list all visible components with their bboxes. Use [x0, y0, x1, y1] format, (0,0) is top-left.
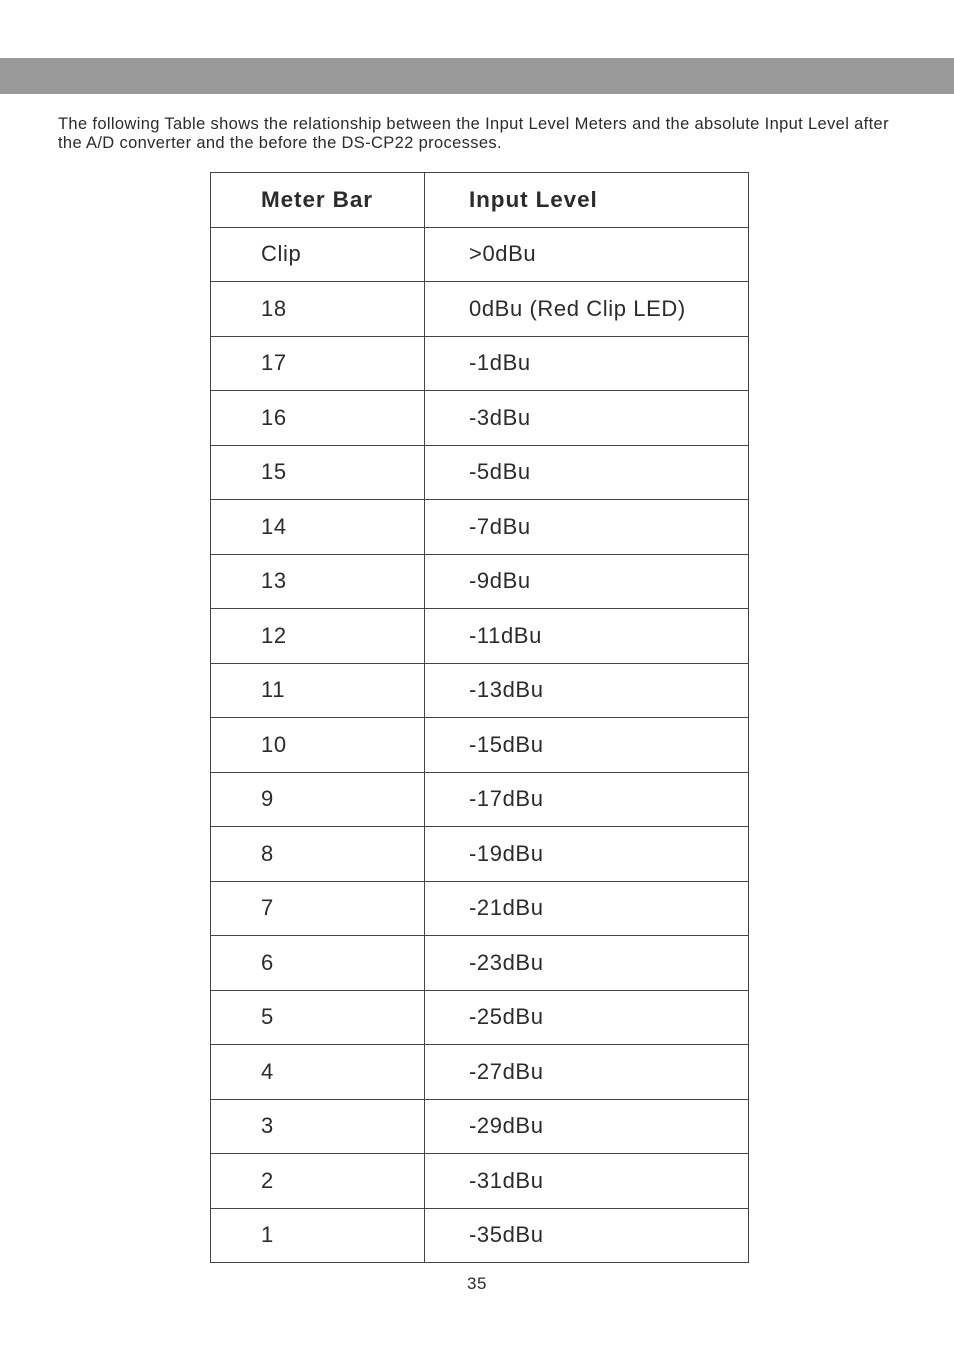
intro-paragraph: The following Table shows the relationship between the Input Level Meters and the absolute Input Level after the A/D converter and the before the DS-CP22 processes. — [58, 115, 889, 152]
meter-bar-cell: 2 — [211, 1154, 425, 1209]
table-header-row — [211, 173, 749, 228]
table-row — [211, 827, 749, 882]
meter-bar-cell: 1 — [211, 1208, 425, 1263]
input-level-cell: >0dBu — [425, 227, 749, 282]
input-level-cell: -1dBu — [425, 336, 749, 391]
meter-bar-cell: 5 — [211, 990, 425, 1045]
table-row — [211, 936, 749, 991]
meter-bar-cell: 16 — [211, 391, 425, 446]
input-level-cell: -9dBu — [425, 554, 749, 609]
meter-bar-cell: 11 — [211, 663, 425, 718]
meter-bar-cell: 7 — [211, 881, 425, 936]
table-row — [211, 227, 749, 282]
input-level-cell: -19dBu — [425, 827, 749, 882]
meter-bar-cell: 6 — [211, 936, 425, 991]
table-row — [211, 1208, 749, 1263]
table-row — [211, 554, 749, 609]
header-meter-bar: Meter Bar — [211, 173, 425, 228]
input-level-cell: -11dBu — [425, 609, 749, 664]
page-number: 35 — [467, 1274, 487, 1293]
table-row — [211, 500, 749, 555]
input-level-cell: -35dBu — [425, 1208, 749, 1263]
table-row — [211, 1045, 749, 1100]
meter-bar-cell: 14 — [211, 500, 425, 555]
meter-bar-cell: 12 — [211, 609, 425, 664]
input-level-cell: -3dBu — [425, 391, 749, 446]
input-level-cell: -15dBu — [425, 718, 749, 773]
input-level-cell: -27dBu — [425, 1045, 749, 1100]
meter-bar-cell: 17 — [211, 336, 425, 391]
meter-level-table — [210, 172, 749, 1263]
table-row — [211, 391, 749, 446]
meter-bar-cell: 15 — [211, 445, 425, 500]
header-input-level: Input Level — [425, 173, 749, 228]
input-level-cell: -23dBu — [425, 936, 749, 991]
meter-bar-cell: 8 — [211, 827, 425, 882]
meter-bar-cell: Clip — [211, 227, 425, 282]
input-level-cell: -13dBu — [425, 663, 749, 718]
table-row — [211, 663, 749, 718]
table-row — [211, 336, 749, 391]
input-level-cell: 0dBu (Red Clip LED) — [425, 282, 749, 337]
table-row — [211, 609, 749, 664]
input-level-cell: -21dBu — [425, 881, 749, 936]
meter-bar-cell: 10 — [211, 718, 425, 773]
input-level-cell: -29dBu — [425, 1099, 749, 1154]
table-row — [211, 718, 749, 773]
input-level-cell: -25dBu — [425, 990, 749, 1045]
table-row — [211, 772, 749, 827]
input-level-cell: -17dBu — [425, 772, 749, 827]
table-body — [211, 227, 749, 1263]
table-row — [211, 282, 749, 337]
meter-bar-cell: 3 — [211, 1099, 425, 1154]
table-row — [211, 1099, 749, 1154]
header-band — [0, 58, 954, 94]
input-level-cell: -31dBu — [425, 1154, 749, 1209]
meter-bar-cell: 9 — [211, 772, 425, 827]
table-row — [211, 1154, 749, 1209]
table-row — [211, 990, 749, 1045]
input-level-cell: -7dBu — [425, 500, 749, 555]
meter-bar-cell: 4 — [211, 1045, 425, 1100]
meter-bar-cell: 18 — [211, 282, 425, 337]
table-row — [211, 445, 749, 500]
table-row — [211, 881, 749, 936]
meter-bar-cell: 13 — [211, 554, 425, 609]
input-level-cell: -5dBu — [425, 445, 749, 500]
